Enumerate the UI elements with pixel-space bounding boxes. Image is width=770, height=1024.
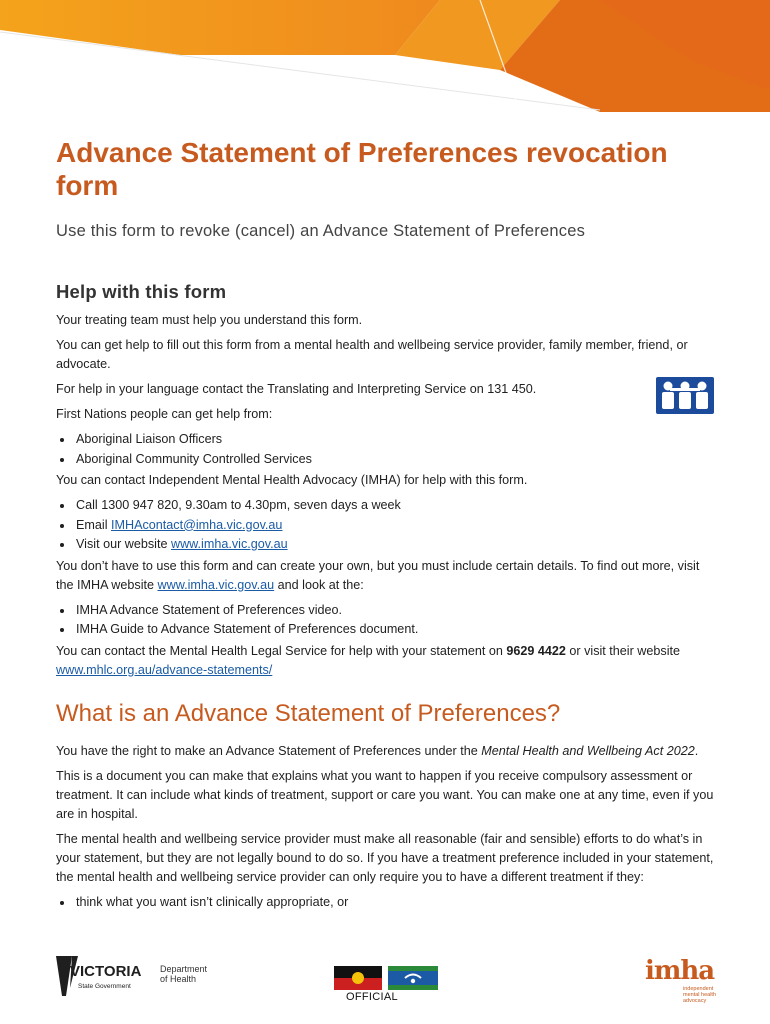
department-of-health-label — [160, 964, 207, 984]
list-item: • Aboriginal Liaison Officers — [74, 430, 716, 450]
flags — [334, 966, 438, 990]
dept-line-1: Department — [160, 964, 208, 974]
aboriginal-flag-icon — [334, 966, 382, 990]
paragraph-text: You don’t have to use this form and can create your own, but you must include certain details. To find out more, visit the IMHA website — [56, 558, 700, 592]
paragraph-text: and look at the: — [274, 577, 364, 592]
paragraph-text: or visit their website — [565, 643, 681, 658]
dept-line-2: of Health — [160, 974, 197, 984]
help-paragraph-4: First Nations people can get help from: — [56, 407, 273, 421]
help-paragraph-6 — [56, 557, 716, 595]
list-item — [74, 516, 716, 536]
email-prefix: Email — [76, 517, 111, 532]
what-is-list — [56, 893, 716, 913]
help-paragraph-3: For help in your language contact the Translating and Interpreting Service on 131 450. — [56, 382, 537, 396]
contact-list — [56, 496, 716, 555]
help-paragraph-2: You can get help to fill out this form from a mental health and wellbeing service provider, family member, friend, or advocate. — [56, 338, 688, 371]
list-item: • Aboriginal Community Controlled Services — [74, 450, 716, 470]
email-link[interactable]: IMHAcontact@imha.vic.gov.au — [111, 517, 283, 532]
victoria-wordmark: VICTORIA — [70, 963, 142, 980]
web-prefix: Visit our website — [76, 537, 171, 551]
help-heading: Help with this form — [56, 281, 227, 302]
list-item — [74, 535, 716, 555]
document-body — [56, 136, 716, 914]
list-item: • IMHA Advance Statement of Preferences video. — [74, 601, 716, 621]
imha-wordmark: imha — [645, 956, 715, 986]
imha-tagline: independent mental health advocacy — [683, 986, 717, 1004]
help-paragraph-5: You can contact Independent Mental Health Advocacy (IMHA) for help with this form. — [56, 473, 528, 487]
victoria-state-government-logo — [56, 956, 146, 1000]
paragraph-text: You can contact the Mental Health Legal Service for help with your statement on — [56, 643, 507, 658]
first-nations-list — [56, 430, 716, 469]
legal-service-phone: 9629 4422 — [506, 643, 566, 658]
list-item: • Call 1300 947 820, 9.30am to 4.30pm, seven days a week — [74, 496, 716, 516]
page-title: Advance Statement of Preferences revocation form — [56, 137, 668, 201]
help-paragraph-1: Your treating team must help you understand this form. — [56, 313, 363, 327]
what-is-heading: What is an Advance Statement of Preferences? — [56, 699, 561, 727]
header-banner — [0, 0, 770, 112]
paragraph-text: You have the right to make an Advance Statement of Preferences under the — [56, 743, 482, 758]
official-classification: OFFICIAL — [346, 991, 398, 1003]
interpreter-icon — [656, 377, 714, 414]
imha-website-link[interactable]: www.imha.vic.gov.au — [157, 577, 275, 592]
resources-list — [56, 601, 716, 640]
state-government-text: State Government — [78, 983, 131, 990]
imha-logo — [645, 956, 725, 1004]
website-link[interactable]: www.imha.vic.gov.au — [170, 537, 288, 551]
torres-strait-flag-icon — [388, 966, 438, 990]
footer — [0, 950, 770, 1024]
list-item: • think what you want isn’t clinically appropriate, or — [74, 893, 716, 913]
what-is-paragraph-1 — [56, 742, 716, 761]
what-is-paragraph-3: The mental health and wellbeing service provider must make all reasonable (fair and sensible) efforts to do what’s in your statement, but they are not legally bound to do so. If you have a treatment preference included in your statement, the mental health and wellbeing service provider can only require you to have a different treatment if they: — [56, 831, 714, 884]
paragraph-text: . — [694, 743, 699, 758]
list-item: • IMHA Guide to Advance Statement of Preferences document. — [74, 620, 716, 640]
page-subtitle: Use this form to revoke (cancel) an Advance Statement of Preferences — [56, 222, 586, 240]
mhlc-link[interactable]: www.mhlc.org.au/advance-statements/ — [56, 662, 273, 677]
act-name: Mental Health and Wellbeing Act 2022 — [481, 743, 695, 758]
what-is-paragraph-2: This is a document you can make that explains what you want to happen if you receive compulsory assessment or treatment. It can include what kinds of treatment, support or care you want. You can make one at any time, even if you are in hospital. — [56, 768, 714, 821]
help-paragraph-7 — [56, 642, 716, 680]
